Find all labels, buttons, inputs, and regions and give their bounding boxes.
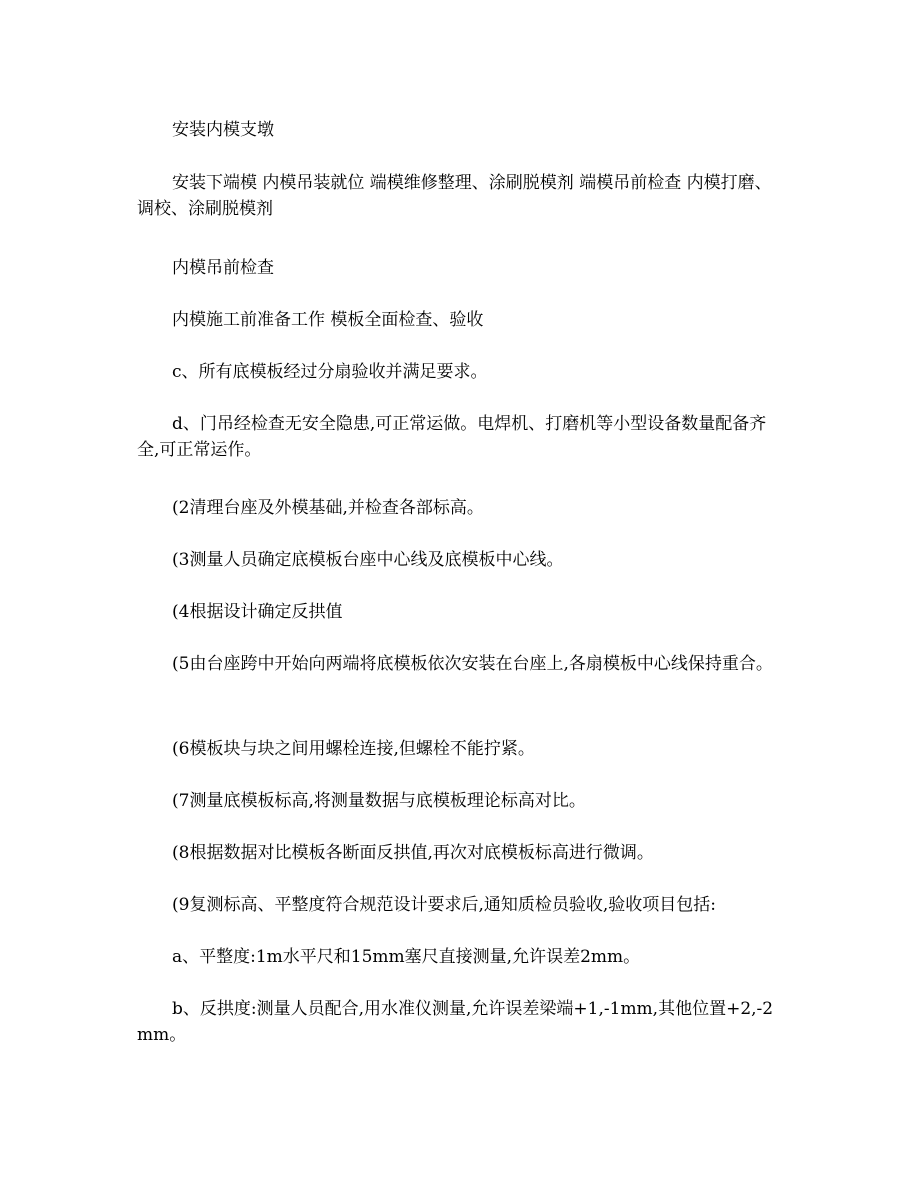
paragraph-6: d、门吊经检查无安全隐患,可正常运做。电焊机、打磨机等小型设备数量配备齐全,可正常运作。	[137, 414, 767, 460]
paragraph-16: b、反拱度:测量人员配合,用水准仪测量,允许误差梁端+1,-1mm,其他位置+2,-2mm。	[137, 999, 774, 1045]
paragraph-8: (3测量人员确定底模板台座中心线及底模板中心线。	[172, 550, 564, 570]
paragraph-9: (4根据设计确定反拱值	[172, 602, 343, 622]
paragraph-1: 安装内模支墩	[172, 120, 274, 140]
paragraph-7: (2清理台座及外模基础,并检查各部标高。	[172, 498, 484, 518]
paragraph-12: (7测量底模板标高,将测量数据与底模板理论标高对比。	[172, 791, 586, 811]
paragraph-10: (5由台座跨中开始向两端将底模板依次安装在台座上,各扇模板中心线保持重合。	[172, 654, 773, 674]
paragraph-5: c、所有底模板经过分扇验收并满足要求。	[172, 362, 488, 382]
paragraph-11: (6模板块与块之间用螺栓连接,但螺栓不能拧紧。	[172, 739, 535, 759]
paragraph-2: 安装下端模 内模吊装就位 端模维修整理、涂刷脱模剂 端模吊前检查 内模打磨、调校、涂刷脱模剂	[137, 173, 772, 219]
paragraph-13: (8根据数据对比模板各断面反拱值,再次对底模板标高进行微调。	[172, 843, 654, 863]
paragraph-14: (9复测标高、平整度符合规范设计要求后,通知质检员验收,验收项目包括:	[172, 895, 716, 915]
paragraph-3: 内模吊前检查	[172, 258, 274, 278]
paragraph-15: a、平整度:1m水平尺和15mm塞尺直接测量,允许误差2mm。	[172, 947, 641, 967]
paragraph-4: 内模施工前准备工作 模板全面检查、验收	[172, 310, 484, 330]
